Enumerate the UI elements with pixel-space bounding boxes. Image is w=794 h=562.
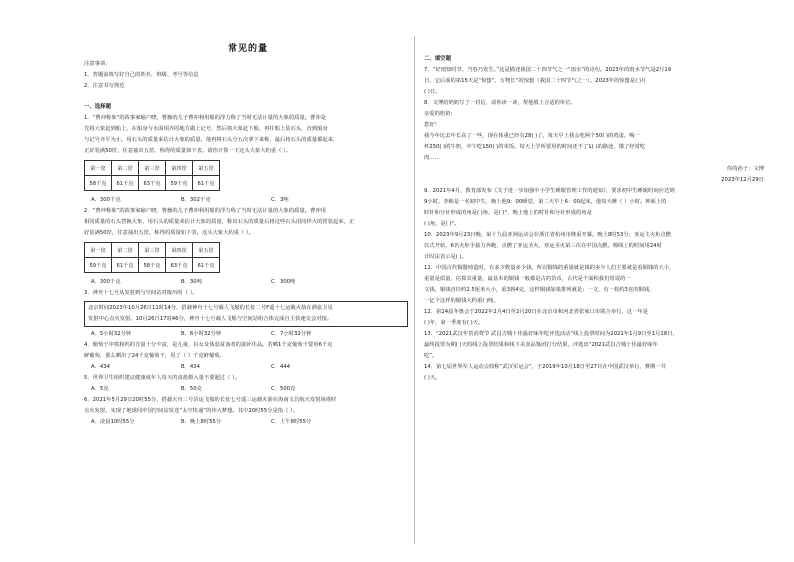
option-b[interactable]: B．30吨: [181, 279, 202, 285]
q12-line-2: ( )年，第一季度有( )天。: [424, 320, 484, 326]
q9-line-3: 时针和分针形成的角是( )角，是( )°，晚上他上的时针和分针形成的角是: [424, 210, 592, 216]
table-cell: 第三筐: [139, 161, 166, 176]
letter-date: 2023年12月29日: [721, 177, 764, 183]
q12-line-1: 12．第24届冬奥会于2022年2月4日至2月20日在北京市和河北省张家口市联合举行，这一年是: [424, 309, 648, 315]
question-14: [424, 362, 768, 384]
q9-line-2: 9小时。李彬是一名初中生，晚上他9：00睡觉，第二天早上6：00起床，他每天睡（ ）小时。钟面上的: [424, 199, 667, 205]
letter-line-2: 杯250( )的牛奶，中午吃150( )的米饭。每天上学所要用的时间还不了1( )的路途，饿了经常吃: [424, 144, 646, 150]
q1-line-3: 与记号齐平为止，用石头的质量来估计大象的质量。他再将石头分五次拿下来称，最后将石头的质量都起来，: [84, 137, 339, 143]
question-8: [424, 98, 768, 186]
table-row: [85, 176, 220, 191]
question-13: [424, 329, 768, 362]
q6-line-2: 点火发射，实现了地球同中国空间站发送“太空快递”的伟大梦想。其中20时55分是指（ ）。: [84, 408, 298, 414]
table-cell: 第二筐: [112, 243, 139, 258]
q7-line-3: ( )日。: [424, 89, 441, 95]
table-cell: 第一筐: [85, 161, 112, 176]
q1-weight-table: [84, 160, 220, 191]
question-12: [424, 307, 768, 329]
q3-box-line-2: 发射中心点火发射。10月26日17时46分，神舟十七号载人飞船与空间站组合体完成自主快速交会对接。: [88, 316, 333, 322]
question-2: [84, 206, 408, 288]
q6-options: [84, 417, 408, 428]
letter-line-3: 肉……: [424, 155, 440, 161]
question-1: [84, 113, 408, 206]
notes-heading: 注意事项：: [84, 61, 111, 67]
section-fill-heading: 二、填空题: [424, 56, 451, 62]
q3-options: [84, 329, 408, 340]
q2-line-2: 相同质量的石头替换大象，用石头的质量来估计大象的质量，称出石头的质量后将这些石头用同样大的筐装起来，正: [84, 219, 355, 225]
letter-hello: 您好！: [424, 122, 440, 128]
q4-options: [84, 362, 408, 373]
letter-line-1: 我今年比去年长高了一些，现在体重已经有28( )了，每天早上我会吃两个50( )的鸡蛋，喝一: [424, 133, 640, 139]
q8-text: 8．文博给奶奶写了一封信，请你读一读，帮他填上合适的单位。: [424, 100, 576, 106]
section-choice-heading: 一、选择题: [84, 104, 111, 110]
q7-line-1: 7．“好雨知时节，当春乃发生。”这是描述我国二十四节气之一“雨水”的诗句。2023年的雨水节气是2月19: [424, 67, 672, 73]
q4-line-1: 4．葡萄干中铁和钙的含量十分丰富，是儿童、妇女及体弱贫血者的滋补佳品。若晒1千克葡萄干要用6千克: [84, 342, 333, 348]
table-cell: 第一筐: [85, 243, 112, 258]
option-a[interactable]: A．300千克: [91, 279, 121, 285]
option-a[interactable]: A．300千克: [91, 197, 121, 203]
q2-options: [84, 277, 408, 288]
table-cell: 第五筐: [193, 243, 220, 258]
q1-line-1: 1．“曹冲称象”的故事家喻户晓，曹操的儿子曹冲利用船的浮力称了当时无法计量的大象的质量。曹冲是: [84, 115, 326, 121]
q2-weight-table: [84, 242, 220, 273]
q13-line-2: 最终投票为期( )天的线上投票结果和线下美食品鉴团打分结果，评选出“2021武昌吉城十佳最好味年: [424, 342, 658, 348]
q1-line-2: 先将大象赶到船上，在船身与水面相齐的地方做上记号，然后将大象赶下船，再往船上装石头，直到船身: [84, 126, 328, 132]
question-6: [84, 395, 408, 428]
table-cell: 第二筐: [112, 161, 139, 176]
q3-text: 3．神舟十七号从发射到与空间站对接历时（ ）。: [84, 290, 198, 296]
question-9: [424, 186, 768, 230]
table-row: [85, 258, 220, 273]
q5-text: 5．世界卫生组织建议健康成年人每天的食盐摄入量不要超过（ ）。: [84, 375, 241, 381]
option-b[interactable]: B．晚上8时55分: [181, 419, 222, 425]
option-b[interactable]: B．302千克: [181, 197, 211, 203]
table-row: [85, 161, 220, 176]
option-b[interactable]: B．434: [181, 364, 201, 370]
table-cell: 63千克: [139, 176, 166, 191]
table-cell: 61千克: [112, 176, 139, 191]
note-2: 2．注意书写规范: [84, 83, 125, 89]
question-3: [84, 288, 408, 340]
q3-info-box: [84, 301, 408, 327]
q10-line-3: 计时法表示是( )。: [424, 254, 467, 260]
question-11: [424, 263, 768, 307]
option-c[interactable]: C．上午8时55分: [271, 419, 312, 425]
option-a[interactable]: A．5小时32分钟: [91, 331, 132, 337]
table-cell: 第三筐: [139, 243, 166, 258]
page-title: 常见的量: [228, 44, 269, 54]
option-b[interactable]: B．50克: [181, 386, 202, 392]
option-c[interactable]: C．444: [271, 364, 291, 370]
q3-box-line-1: 北京时间2023年10月26日11时14分，搭载神舟十七号载人飞船的长征二号F遥十七运载火箭在酒泉卫星: [88, 305, 333, 311]
option-c[interactable]: C．7小时32分钟: [271, 331, 312, 337]
q10-line-1: 10．2023年9月23日晚，第十九届亚洲运动会在浙江省杭州市隆重开幕。晚上8时53分，亚运主火炬点燃: [424, 232, 672, 238]
question-10: [424, 230, 768, 263]
q2-line-1: 2．“曹冲称象”的故事家喻户晓，曹操的儿子曹冲利用船的浮力称了当时无法计量的大象的质量。曹冲用: [84, 208, 326, 214]
table-cell: 58千克: [139, 258, 166, 273]
table-cell: 61千克: [193, 176, 220, 191]
table-cell: 61千克: [112, 258, 139, 273]
q14-line-1: 14．第七届世界军人运动会简称“武汉军运会”，于2019年10月18日至27日在中国武汉举行，赛期一共: [424, 364, 666, 370]
q2-line-3: 好装满50筐，任意抽出五筐，称得的质量如下表。这头大象大约重（ ）。: [84, 230, 254, 236]
q4-line-2: 鲜葡萄，那么晒出了24千克葡萄干，用了（ ）千克鲜葡萄。: [84, 353, 225, 359]
q11-line-3: 文钱，铜钱直径约2.5厘米大小，重3到4克，这样铜钱加果排列就是；一文，有一枚约3克的铜钱，: [424, 287, 655, 293]
table-cell: 59千克: [166, 176, 193, 191]
note-1: 1．答题前填写好自己的姓名、班级、考号等信息: [84, 72, 199, 78]
option-c[interactable]: C．500克: [271, 386, 296, 392]
letter-signature: 你的孙子：文博: [726, 166, 764, 172]
table-cell: 63千克: [166, 258, 193, 273]
q10-line-2: 仪式开始，6名火炬手接力奔跑，点燃了亚运圣火，亚运圣火第三次在中国点燃。棉线上的时间用24时: [424, 243, 662, 249]
question-7: [424, 65, 768, 98]
table-cell: 59千克: [85, 258, 112, 273]
q9-line-1: 9．2021年4月，教育部发布《关于进一步加强中小学生睡眠管理工作的通知》，要求初中生睡眠时间应达到: [424, 188, 675, 194]
q11-line-2: 重量是质量，估算其重量，最基本的铜钱一般都是古的货币，古代是个面积我们常说的一: [424, 276, 631, 282]
table-cell: 第四筐: [166, 243, 193, 258]
q7-line-2: 日，它后面的第15天是“惊蛰”，万物长”的惊蛰（我国二十四节气之一）。2023年的惊蛰是( )月: [424, 78, 647, 84]
table-cell: 61千克: [193, 258, 220, 273]
option-b[interactable]: B．6小时32分钟: [181, 331, 222, 337]
q13-line-3: 吃”。: [424, 353, 438, 359]
option-a[interactable]: A．凌晨10时55分: [91, 419, 135, 425]
option-c[interactable]: C．300吨: [271, 279, 296, 285]
option-a[interactable]: A．5克: [91, 386, 109, 392]
q1-options: [84, 195, 408, 206]
question-5: [84, 373, 408, 395]
right-column: [424, 38, 768, 384]
q11-line-1: 11．中国古代铜器铸造时，有多少数量多少钱，所以铜钱的重量就是钱的多少人们主要就是看铜钱的大小，: [424, 265, 675, 271]
table-cell: 58千克: [85, 176, 112, 191]
q11-line-4: 一亿个这样的铜钱大约重( )吨。: [424, 298, 499, 304]
q5-options: [84, 384, 408, 395]
q9-line-4: ( )角，是( )°。: [424, 221, 460, 227]
table-cell: 第五筐: [193, 161, 220, 176]
option-c[interactable]: C．3吨: [271, 197, 289, 203]
left-column: [84, 38, 408, 428]
table-cell: 第四筐: [166, 161, 193, 176]
option-a[interactable]: A．434: [91, 364, 111, 370]
table-row: [85, 243, 220, 258]
q1-line-4: 正好装满50筐，任意抽出五筐，称得的质量如下表。请你计算一下这头大象大约重（ ）。: [84, 148, 292, 154]
q14-line-2: ( )天。: [424, 375, 441, 381]
letter-greeting: 亲爱的奶奶：: [424, 111, 456, 117]
q13-line-1: 13．“2021武汉年货消费节 武昌吉城十佳最好味年吃评选活动”线上投票时间为2021年1月9日至1月18日，: [424, 331, 678, 337]
column-divider: [414, 36, 415, 544]
question-4: [84, 340, 408, 373]
q6-line-1: 6．2021年5月29日20时55分，搭载天舟二号货运飞船的长征七号遥三运载火箭在海南文昌航天发射场准时: [84, 397, 337, 403]
